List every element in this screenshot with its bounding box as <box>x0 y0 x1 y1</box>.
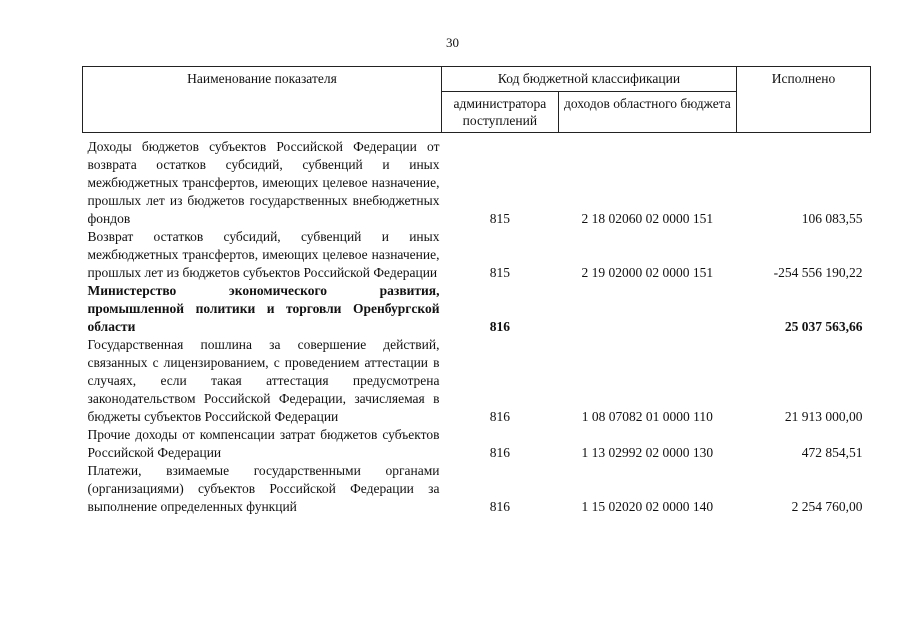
row-executed: -254 556 190,22 <box>773 265 863 280</box>
row-executed: 25 037 563,66 <box>784 319 863 334</box>
row-executed: 21 913 000,00 <box>784 409 863 424</box>
table-body <box>83 133 871 517</box>
page-number: 30 <box>446 35 459 50</box>
header-income: доходов областного бюджета <box>558 92 736 133</box>
row-income-code: 1 13 02992 02 0000 130 <box>581 445 714 460</box>
row-income-code: 2 18 02060 02 0000 151 <box>581 211 714 226</box>
row-admin-code: 815 <box>489 265 510 280</box>
header-done: Исполнено <box>737 67 871 133</box>
header-name: Наименование показателя <box>83 67 442 133</box>
row-name: Министерство экономического развития, промышленной политики и торговли Оренбургской области <box>87 283 440 334</box>
table-row <box>83 133 871 229</box>
row-name: Платежи, взимаемые государственными органами (организациями) субъектов Российской Федерации за выполнение определенных функций <box>87 463 440 514</box>
row-income-code: 1 08 07082 01 0000 110 <box>581 409 713 424</box>
row-executed: 472 854,51 <box>801 445 863 460</box>
row-admin-code: 816 <box>489 499 510 514</box>
row-admin-code: 815 <box>489 211 510 226</box>
row-name: Государственная пошлина за совершение действий, связанных с лицензированием, с проведением аттестации в случаях, если такая аттестация предусмотрена законодательством Российской Федерации, зачисляемая в бюджеты субъектов Российской Федерации <box>87 337 440 424</box>
table-row <box>83 282 871 336</box>
row-admin-code: 816 <box>489 445 510 460</box>
header-code-group: Код бюджетной классификации <box>441 67 736 92</box>
row-name: Доходы бюджетов субъектов Российской Федерации от возврата остатков субсидий, субвенций и иных межбюджетных трансфертов, имеющих целевое назначение, прошлых лет из бюджетов государственных внебюджетных фондов <box>87 139 440 226</box>
row-admin-code: 816 <box>489 409 510 424</box>
table-header <box>83 67 871 133</box>
row-income-code: 2 19 02000 02 0000 151 <box>581 265 714 280</box>
table-row <box>83 426 871 462</box>
table-row <box>83 336 871 426</box>
row-name: Возврат остатков субсидий, субвенций и иных межбюджетных трансфертов, имеющих целевое назначение, прошлых лет из бюджетов субъектов Российской Федерации <box>87 229 440 280</box>
row-executed: 106 083,55 <box>801 211 863 226</box>
table-row <box>83 462 871 516</box>
row-executed: 2 254 760,00 <box>791 499 863 514</box>
row-income-code: 1 15 02020 02 0000 140 <box>581 499 714 514</box>
header-row-1 <box>83 67 871 92</box>
row-name: Прочие доходы от компенсации затрат бюджетов субъектов Российской Федерации <box>87 427 440 460</box>
budget-table <box>82 66 871 516</box>
row-income-code <box>558 282 736 336</box>
table-row <box>83 228 871 282</box>
header-admin: администратора поступлений <box>441 92 558 133</box>
row-admin-code: 816 <box>489 319 510 334</box>
